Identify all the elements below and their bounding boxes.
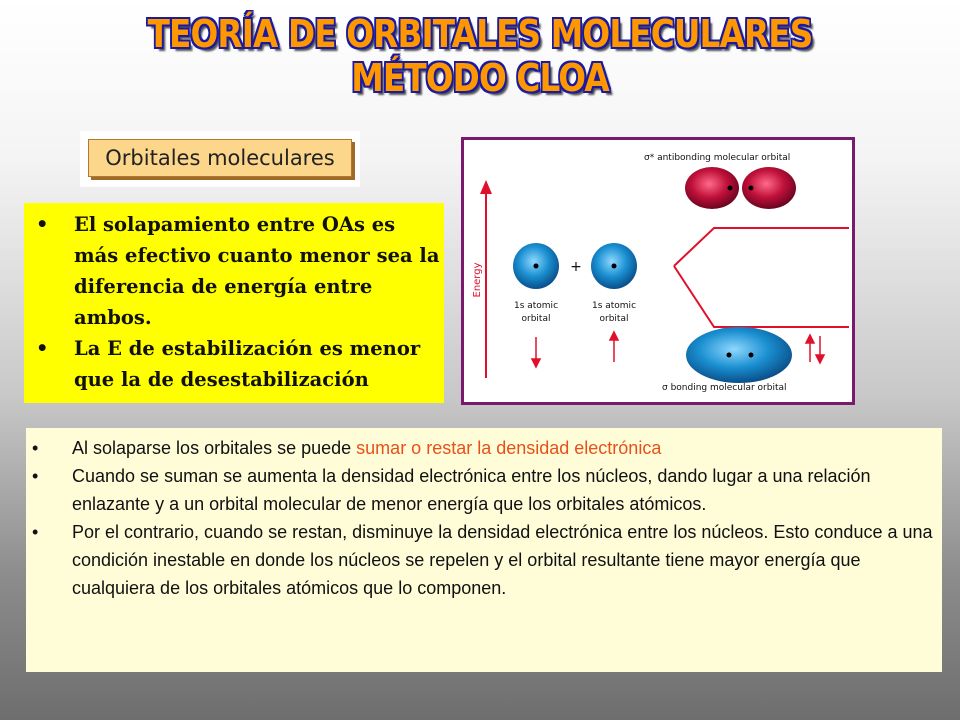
- title-line-1: TEORÍA DE ORBITALES MOLECULARES: [147, 12, 813, 56]
- bonding-spin-down-arrowhead: [816, 355, 824, 363]
- explanation-list: [26, 428, 942, 602]
- explanation-text: Al solaparse los orbitales se puede: [72, 438, 357, 458]
- spin-up-arrowhead: [610, 332, 618, 340]
- key-point: • El solapamiento entre OAs es más efectivo cuanto menor sea la diferencia de energía entre ambos.: [74, 209, 440, 333]
- energy-label: Energy: [472, 262, 483, 298]
- right-atomic-orbital: [591, 243, 637, 289]
- bonding-spin-up-arrowhead: [806, 335, 814, 343]
- right-orbital-label-2: orbital: [599, 314, 629, 324]
- key-points-list: [24, 203, 444, 395]
- energy-axis-arrowhead: [480, 180, 492, 194]
- bonding-level-line: [674, 266, 849, 327]
- antibonding-orbital: [685, 167, 796, 209]
- left-orbital-label-1: 1s atomic: [513, 301, 559, 311]
- explanation-item: • Cuando se suman se aumenta la densidad electrónica entre los núcleos, dando lugar a una relación enlazante y a un orbital molecular de menor energía que los orbitales atómicos.: [72, 462, 934, 518]
- key-point: • La E de estabilización es menor que la de desestabilización: [74, 333, 440, 395]
- mo-diagram-svg: [464, 140, 852, 402]
- right-orbital-label-1: 1s atomic: [591, 301, 637, 311]
- title-line-2: MÉTODO CLOA: [351, 56, 609, 100]
- explanation-box: [26, 428, 942, 672]
- antibonding-level-line: [674, 228, 849, 266]
- spin-down-arrowhead: [532, 359, 540, 367]
- left-atomic-orbital: [513, 243, 559, 289]
- bonding-orbital: [686, 327, 792, 383]
- orbitales-label-frame: [80, 131, 360, 187]
- mo-diagram: [461, 137, 855, 405]
- explanation-item: • Por el contrario, cuando se restan, disminuye la densidad electrónica entre los núcleos. Esto conduce a una condición inestable en donde los núcleos se repelen y el orbital resultante tiene mayor energía que cualquiera de los orbitales atómicos que lo componen.: [72, 518, 934, 602]
- orbitales-label: Orbitales moleculares: [88, 139, 352, 177]
- plus-sign: +: [570, 259, 582, 275]
- slide-title: [67, 12, 893, 100]
- highlight-text: sumar o restar la densidad electrónica: [356, 438, 662, 458]
- antibonding-label: σ* antibonding molecular orbital: [644, 153, 791, 163]
- bonding-label: σ bonding molecular orbital: [662, 383, 787, 393]
- key-points-box: [24, 203, 444, 403]
- left-orbital-label-2: orbital: [521, 314, 551, 324]
- explanation-item: [72, 434, 934, 462]
